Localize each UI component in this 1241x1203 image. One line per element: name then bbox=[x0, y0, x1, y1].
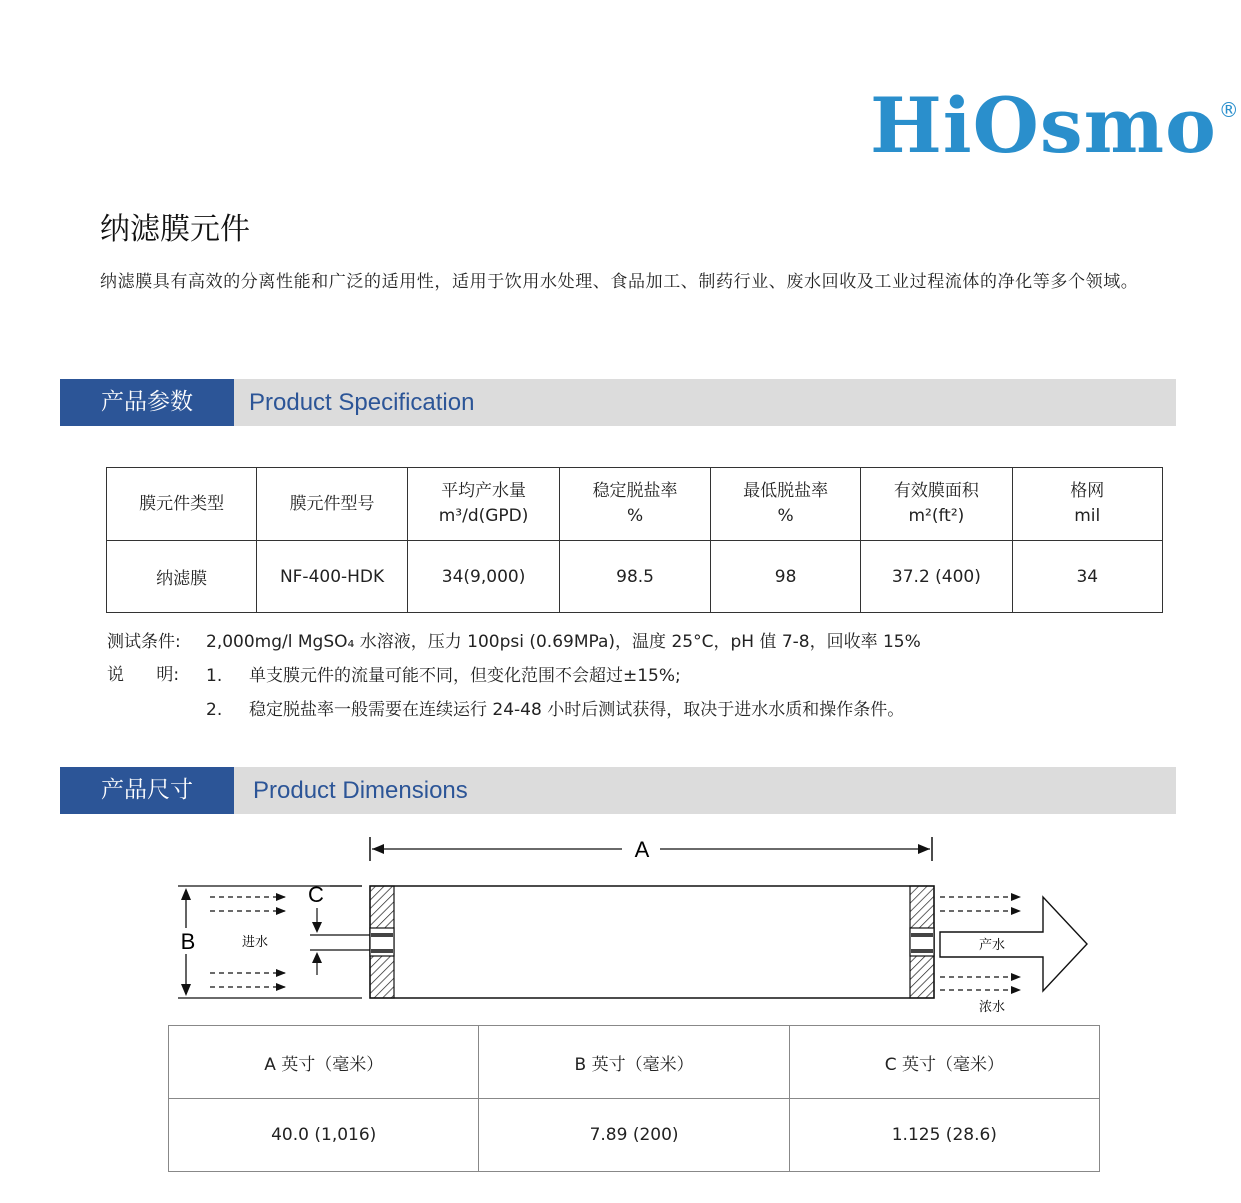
spec-section-header bbox=[60, 379, 1176, 426]
spec-header-cell: 平均产水量 m³/d(GPD) bbox=[407, 468, 559, 541]
concentrate-label: 浓水 bbox=[978, 1000, 1006, 1015]
registered-mark: ® bbox=[1218, 98, 1239, 122]
spec-section-title-cn: 产品参数 bbox=[60, 379, 234, 426]
spec-header-cell: 膜元件型号 bbox=[257, 468, 408, 541]
feed-label: 进水 bbox=[241, 935, 269, 950]
label-c: C bbox=[308, 882, 324, 907]
spec-table-header-row bbox=[107, 468, 1163, 541]
brand-logo bbox=[870, 81, 1239, 170]
dim-header-b: B 英寸（毫米） bbox=[479, 1026, 789, 1099]
page-title: 纳滤膜元件 bbox=[100, 212, 250, 247]
spec-header-cell: 最低脱盐率 % bbox=[710, 468, 860, 541]
spec-cell-type: 纳滤膜 bbox=[107, 541, 257, 613]
test-conditions-text: 2,000mg/l MgSO₄ 水溶液，压力 100psi (0.69MPa)，温度 25°C，pH 值 7-8，回收率 15% bbox=[206, 632, 921, 652]
dim-section-title-en: Product Dimensions bbox=[253, 777, 468, 804]
test-conditions-label: 测试条件: bbox=[107, 632, 181, 652]
spec-header-cell: 膜元件类型 bbox=[107, 468, 257, 541]
note-number: 2. bbox=[206, 700, 223, 720]
dimension-c bbox=[308, 882, 372, 975]
permeate-label: 产水 bbox=[978, 938, 1006, 953]
notes-label: 说 明: bbox=[107, 665, 180, 685]
table-row bbox=[169, 1099, 1100, 1172]
brand-wordmark: HiOsmo bbox=[870, 81, 1217, 170]
dim-header-c: C 英寸（毫米） bbox=[789, 1026, 1099, 1099]
spec-table bbox=[106, 467, 1163, 613]
dimension-a bbox=[370, 837, 932, 862]
table-row bbox=[107, 541, 1163, 613]
dim-value-a: 40.0 (1,016) bbox=[169, 1099, 479, 1172]
dim-value-c: 1.125 (28.6) bbox=[789, 1099, 1099, 1172]
label-a: A bbox=[634, 837, 650, 862]
note-text: 稳定脱盐率一般需要在连续运行 24-48 小时后测试获得，取决于进水水质和操作条件。 bbox=[249, 700, 905, 720]
dim-section-title-cn: 产品尺寸 bbox=[60, 767, 234, 814]
membrane-element bbox=[370, 886, 934, 998]
spec-cell-model: NF-400-HDK bbox=[257, 541, 408, 613]
note-text: 单支膜元件的流量可能不同，但变化范围不会超过±15%; bbox=[249, 666, 681, 686]
spec-cell-flow: 34(9,000) bbox=[407, 541, 559, 613]
intro-paragraph: 纳滤膜具有高效的分离性能和广泛的适用性，适用于饮用水处理、食品加工、制药行业、废水回收及工业过程流体的净化等多个领域。 bbox=[100, 272, 1139, 292]
dimension-b bbox=[178, 886, 362, 998]
spec-cell-spacer: 34 bbox=[1012, 541, 1162, 613]
spec-cell-area: 37.2 (400) bbox=[861, 541, 1012, 613]
spec-cell-stable-rejection: 98.5 bbox=[560, 541, 711, 613]
spec-cell-min-rejection: 98 bbox=[710, 541, 860, 613]
label-b: B bbox=[180, 929, 196, 954]
dim-table-header-row bbox=[169, 1026, 1100, 1099]
spec-section-title-en: Product Specification bbox=[249, 389, 475, 416]
membrane-dimension-diagram bbox=[0, 820, 1241, 1020]
dim-value-b: 7.89 (200) bbox=[479, 1099, 789, 1172]
spec-header-cell: 格网 mil bbox=[1012, 468, 1162, 541]
note-number: 1. bbox=[206, 666, 223, 686]
feed-arrows bbox=[210, 897, 285, 987]
dim-header-a: A 英寸（毫米） bbox=[169, 1026, 479, 1099]
dim-section-header bbox=[60, 767, 1176, 814]
dimension-table bbox=[168, 1025, 1100, 1172]
spec-header-cell: 稳定脱盐率 % bbox=[560, 468, 711, 541]
spec-header-cell: 有效膜面积 m²(ft²) bbox=[861, 468, 1012, 541]
